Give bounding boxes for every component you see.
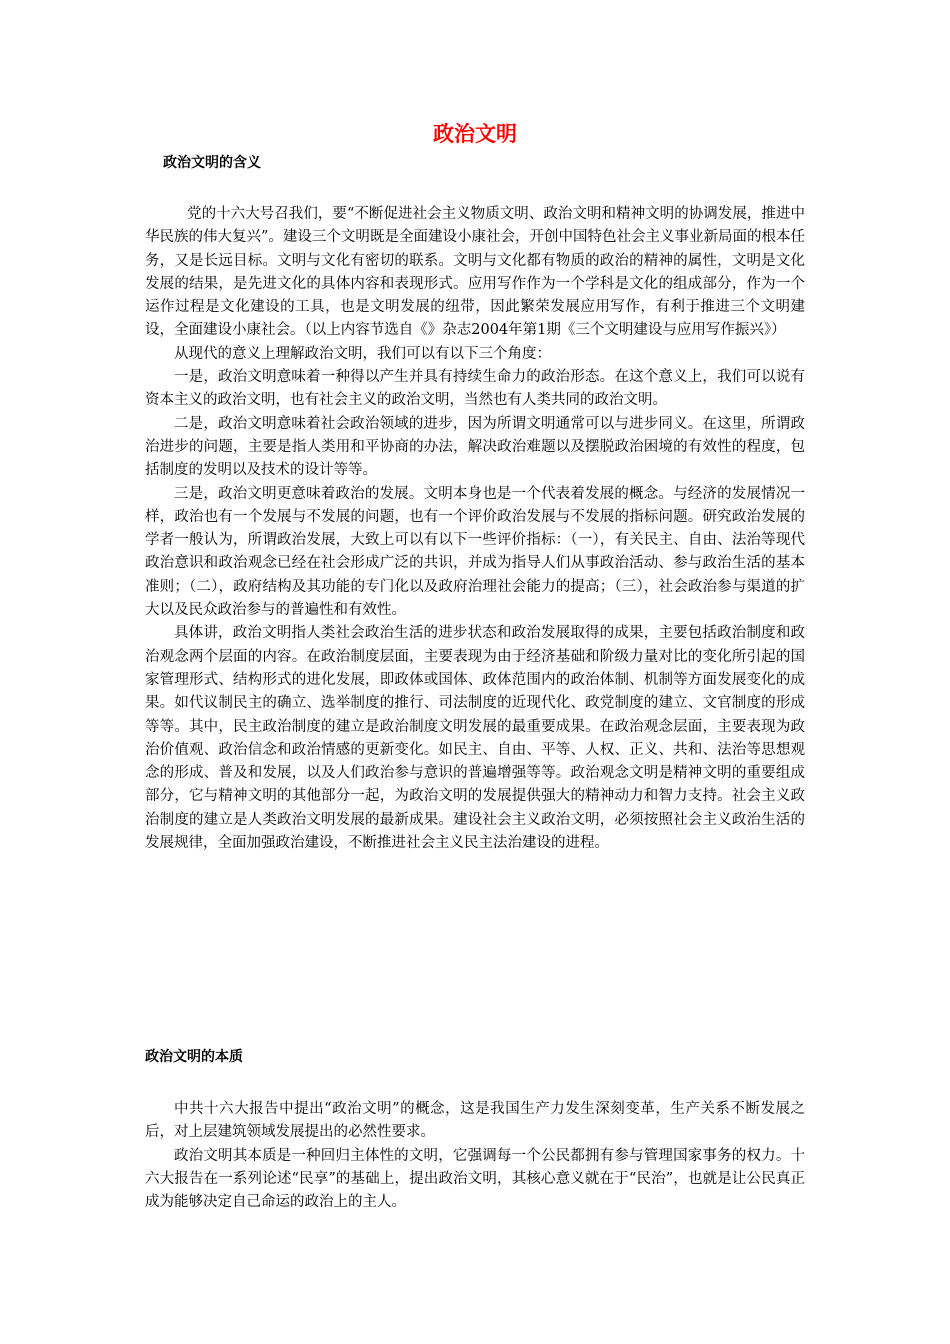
paragraph: 一是，政治文明意味着一种得以产生并具有持续生命力的政治形态。在这个意义上，我们可以说有资本主义的政治文明，也有社会主义的政治文明，当然也有人类共同的政治文明。	[145, 369, 805, 409]
paragraph: 中共十六大报告中提出“政治文明”的概念，这是我国生产力发生深刻变革，生产关系不断发展之后，对上层建筑领域发展提出的必然性要求。	[145, 1101, 805, 1141]
section-body-essence	[145, 1098, 805, 1214]
paragraph: 党的十六大号召我们，要“不断促进社会主义物质文明、政治文明和精神文明的协调发展，推进中华民族的伟大复兴”。建设三个文明既是全面建设小康社会，开创中国特色社会主义事业新局面的根本任务，又是长远目标。文明与文化有密切的联系。文明与文化都有物质的政治的精神的属性，文明是文化发展的结果，是先进文化的具体内容和表现形式。应用写作作为一个学科是文化的组成部分，作为一个运作过程是文化建设的工具，也是文明发展的纽带，因此繁荣发展应用写作，有利于推进三个文明建设，全面建设小康社会。（以上内容节选自《》杂志2004年第1期《三个文明建设与应用写作振兴》）	[145, 206, 805, 339]
section-heading-meaning: 政治文明的含义	[163, 155, 261, 171]
paragraph: 三是，政治文明更意味着政治的发展。文明本身也是一个代表着发展的概念。与经济的发展情况一样，政治也有一个发展与不发展的问题，也有一个评价政治发展与不发展的指标问题。研究政治发展的学者一般认为，所谓政治发展，大致上可以有以下一些评价指标：（一），有关民主、自由、法治等现代政治意识和政治观念已经在社会形成广泛的共识，并成为指导人们从事政治活动、参与政治生活的基本准则；（二），政府结构及其功能的专门化以及政府治理社会能力的提高；（三），社会政治参与渠道的扩大以及民众政治参与的普遍性和有效性。	[145, 485, 805, 619]
section-heading-essence: 政治文明的本质	[145, 1049, 243, 1065]
paragraph: 从现代的意义上理解政治文明，我们可以有以下三个角度：	[174, 345, 551, 362]
paragraph: 具体讲，政治文明指人类社会政治生活的进步状态和政治发展取得的成果，主要包括政治制度和政治观念两个层面的内容。在政治制度层面，主要表现为由于经济基础和阶级力量对比的变化所引起的国家管理形式、结构形式的进化发展，即政体或国体、政体范围内的政治体制、机制等方面发展变化的成果。如代议制民主的确立、选举制度的推行、司法制度的近现代化、政党制度的建立、文官制度的形成等等。其中，民主政治制度的建立是政治制度文明发展的最重要成果。在政治观念层面，主要表现为政治价值观、政治信念和政治情感的更新变化。如民主、自由、平等、人权、正义、共和、法治等思想观念的形成、普及和发展，以及人们政治参与意识的普遍增强等等。政治观念文明是精神文明的重要组成部分，它与精神文明的其他部分一起，为政治文明的发展提供强大的精神动力和智力支持。社会主义政治制度的建立是人类政治文明发展的最新成果。建设社会主义政治文明，必须按照社会主义政治生活的发展规律，全面加强政治建设，不断推进社会主义民主法治建设的进程。	[145, 625, 805, 852]
section-body-meaning	[145, 203, 805, 855]
paragraph: 二是，政治文明意味着社会政治领域的进步，因为所谓文明通常可以与进步同义。在这里，所谓政治进步的问题，主要是指人类用和平协商的办法，解决政治难题以及摆脱政治困境的有效性的程度，包括制度的发明以及技术的设计等等。	[145, 415, 805, 479]
document-title: 政治文明	[433, 121, 517, 146]
paragraph: 政治文明其本质是一种回归主体性的文明，它强调每一个公民都拥有参与管理国家事务的权力。十六大报告在一系列论述“民享”的基础上，提出政治文明，其核心意义就在于“民治”，也就是让公民真正成为能够决定自己命运的政治上的主人。	[145, 1147, 805, 1211]
